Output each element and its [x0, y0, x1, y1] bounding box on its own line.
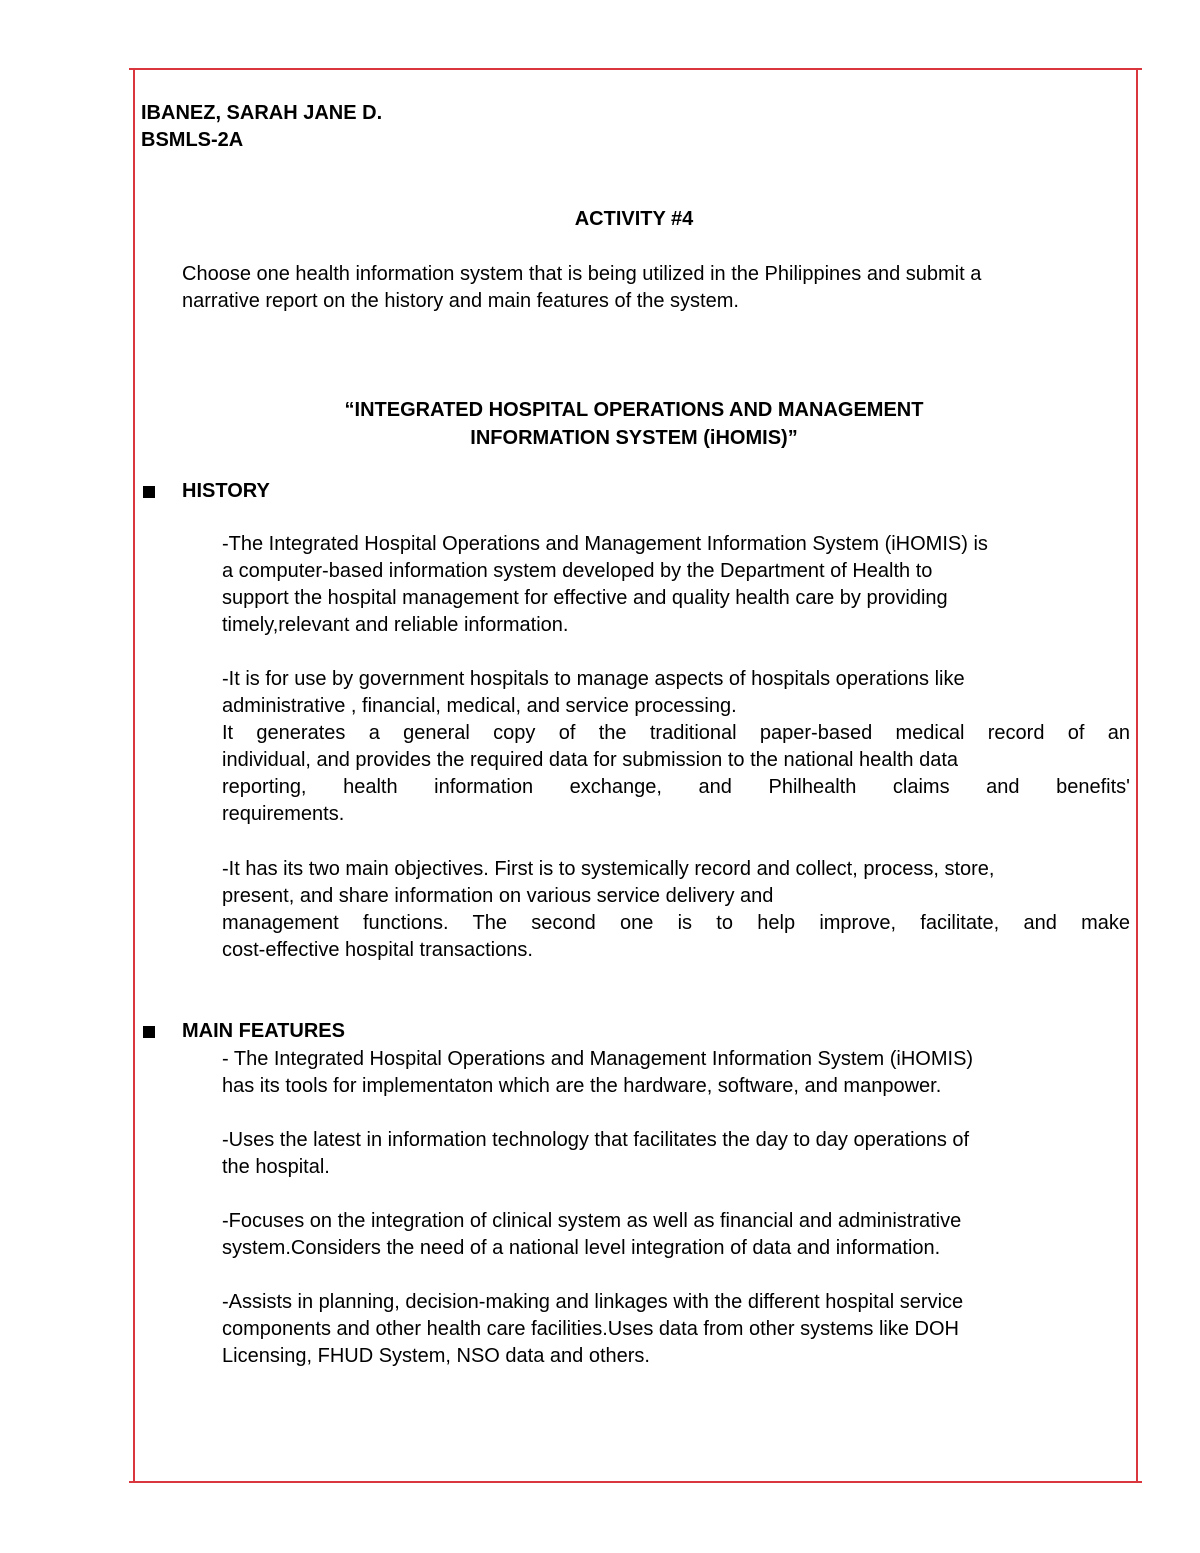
student-info	[141, 100, 382, 154]
corner-tick-br	[1136, 1481, 1142, 1483]
history-paragraph-1	[222, 531, 1130, 639]
corner-tick-tr	[1136, 68, 1142, 70]
text-line: administrative , financial, medical, and service processing.	[222, 695, 737, 717]
text-line: the hospital.	[222, 1156, 330, 1178]
system-title-line: “INTEGRATED HOSPITAL OPERATIONS AND MANAGEMENT	[344, 399, 924, 421]
features-heading-text: MAIN FEATURES	[182, 1020, 345, 1042]
text-line: -It is for use by government hospitals to manage aspects of hospitals operations like	[222, 668, 965, 690]
student-section: BSMLS-2A	[141, 129, 244, 151]
activity-instructions	[182, 261, 1132, 315]
history-paragraph-3	[222, 856, 1130, 964]
text-line: components and other health care facilities.Uses data from other systems like DOH	[222, 1318, 959, 1340]
text-line: Licensing, FHUD System, NSO data and others.	[222, 1345, 650, 1367]
activity-title: ACTIVITY #4	[574, 208, 694, 230]
square-bullet-icon	[143, 486, 155, 498]
text-line: has its tools for implementaton which are the hardware, software, and manpower.	[222, 1075, 942, 1097]
system-title	[134, 396, 1134, 452]
text-line: cost-effective hospital transactions.	[222, 939, 533, 961]
text-line: -Uses the latest in information technology that facilitates the day to day operations of	[222, 1129, 970, 1151]
student-name: IBANEZ, SARAH JANE D.	[141, 102, 383, 124]
corner-tick-tl	[129, 68, 135, 70]
history-paragraph-2	[222, 666, 1130, 828]
text-line: individual, and provides the required data for submission to the national health data	[222, 749, 959, 771]
instructions-line: narrative report on the history and main features of the system.	[182, 290, 739, 312]
text-line: requirements.	[222, 803, 345, 825]
text-line: -It has its two main objectives. First is to systemically record and collect, process, store,	[222, 858, 995, 880]
features-paragraph-4	[222, 1289, 1130, 1370]
text-line: system.Considers the need of a national level integration of data and information.	[222, 1237, 941, 1259]
instructions-line: Choose one health information system that is being utilized in the Philippines and submit a	[182, 263, 982, 285]
text-line: It generates a general copy of the traditional paper-based medical record of an	[222, 722, 1130, 744]
text-line: present, and share information on various service delivery and	[222, 885, 774, 907]
text-line: a computer-based information system developed by the Department of Health to	[222, 560, 933, 582]
features-heading	[143, 1018, 345, 1045]
history-heading-text: HISTORY	[182, 480, 270, 502]
text-line: - The Integrated Hospital Operations and Management Information System (iHOMIS)	[222, 1048, 974, 1070]
history-heading	[143, 478, 270, 505]
features-paragraph-1	[222, 1046, 1130, 1100]
features-paragraph-2	[222, 1127, 1130, 1181]
text-line: -Assists in planning, decision-making and linkages with the different hospital service	[222, 1291, 964, 1313]
text-line: -The Integrated Hospital Operations and Management Information System (iHOMIS) is	[222, 533, 988, 555]
text-line: support the hospital management for effective and quality health care by providing	[222, 587, 948, 609]
text-line: management functions. The second one is to help improve, facilitate, and make	[222, 912, 1130, 934]
text-line: timely,relevant and reliable information.	[222, 614, 569, 636]
text-line: -Focuses on the integration of clinical system as well as financial and administrative	[222, 1210, 962, 1232]
features-paragraph-3	[222, 1208, 1130, 1262]
corner-tick-bl	[129, 1481, 135, 1483]
text-line: reporting, health information exchange, and Philhealth claims and benefits'	[222, 776, 1130, 798]
square-bullet-icon	[143, 1026, 155, 1038]
system-title-line: INFORMATION SYSTEM (iHOMIS)”	[470, 427, 798, 449]
